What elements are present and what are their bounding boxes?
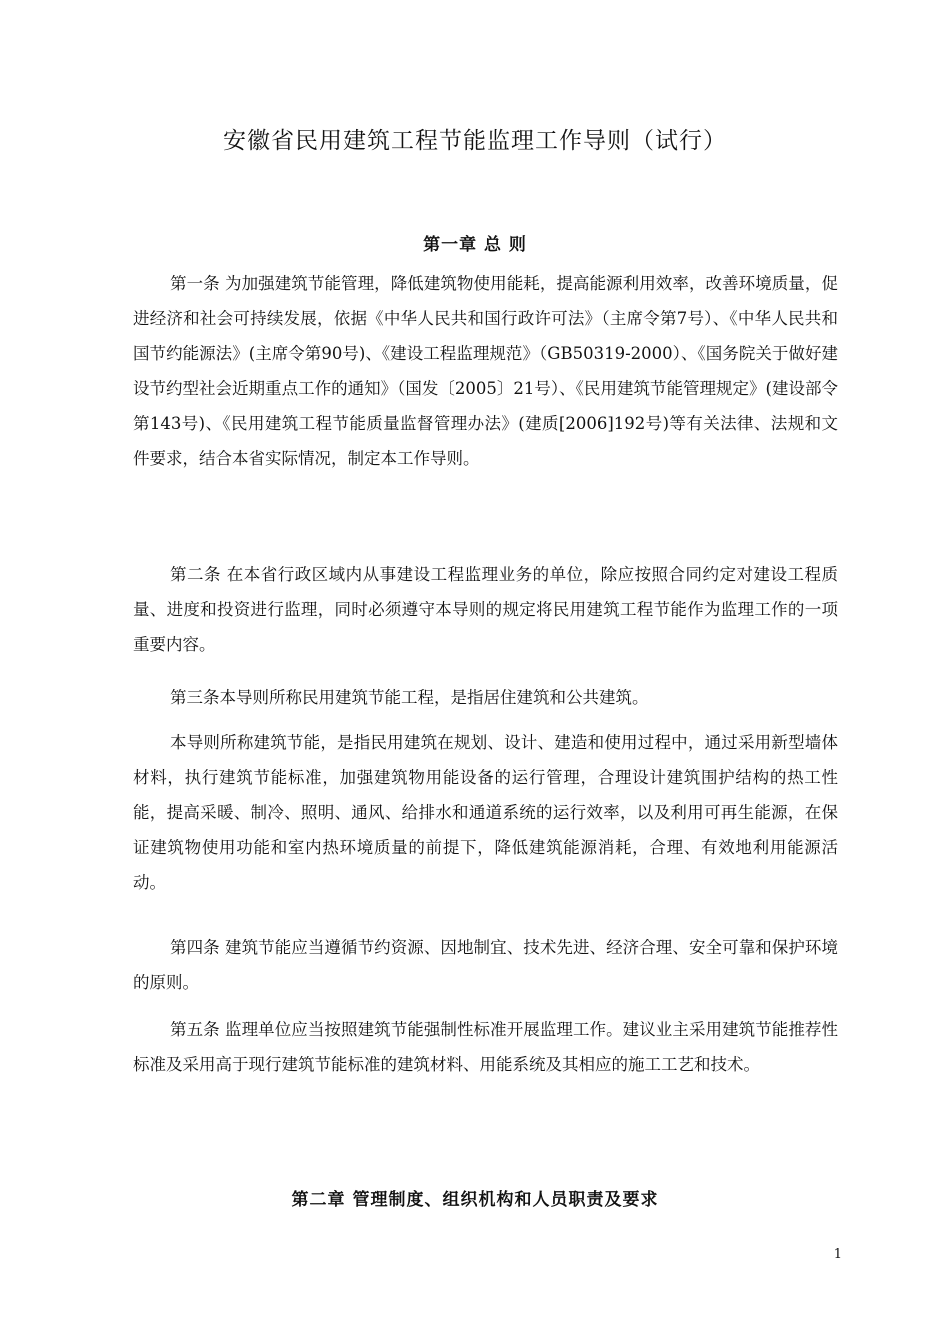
document-title: 安徽省民用建筑工程节能监理工作导则（试行）	[223, 128, 727, 154]
article-2-paragraph: 第二条 在本省行政区域内从事建设工程监理业务的单位，除应按照合同约定对建设工程质量、进度和投资进行监理，同时必须遵守本导则的规定将民用建筑工程节能作为监理工作的一项重要内容。	[133, 565, 838, 654]
article-3-paragraph: 第三条本导则所称民用建筑节能工程，是指居住建筑和公共建筑。	[170, 688, 649, 707]
chapter-1-heading: 第一章 总 则	[423, 235, 527, 255]
article-5-paragraph: 第五条 监理单位应当按照建筑节能强制性标准开展监理工作。建议业主采用建筑节能推荐性标准及采用高于现行建筑节能标准的建筑材料、用能系统及其相应的施工工艺和技术。	[133, 1020, 838, 1074]
article-1-paragraph: 第一条 为加强建筑节能管理，降低建筑物使用能耗，提高能源利用效率，改善环境质量，促进经济和社会可持续发展，依据《中华人民共和国行政许可法》（主席令第7号）、《中华人民共和国节约能源法》(主席令第90号)、《建设工程监理规范》（GB50319-2000）、《国务院关于做好建设节约型社会近期重点工作的通知》（国发〔2005〕21号）、《民用建筑节能管理规定》(建设部令第143号)、《民用建筑工程节能质量监督管理办法》(建质[2006]192号)等有关法律、法规和文件要求，结合本省实际情况，制定本工作导则。	[133, 274, 838, 468]
article-3-definition-paragraph: 本导则所称建筑节能，是指民用建筑在规划、设计、建造和使用过程中，通过采用新型墙体材料，执行建筑节能标准，加强建筑物用能设备的运行管理，合理设计建筑围护结构的热工性能，提高采暖、制冷、照明、通风、给排水和通道系统的运行效率，以及利用可再生能源，在保证建筑物使用功能和室内热环境质量的前提下，降低建筑能源消耗，合理、有效地利用能源活动。	[133, 733, 838, 892]
page-number: 1	[833, 1247, 842, 1262]
chapter-2-heading: 第二章 管理制度、组织机构和人员职责及要求	[291, 1190, 659, 1210]
article-4-paragraph: 第四条 建筑节能应当遵循节约资源、因地制宜、技术先进、经济合理、安全可靠和保护环境的原则。	[133, 938, 838, 992]
